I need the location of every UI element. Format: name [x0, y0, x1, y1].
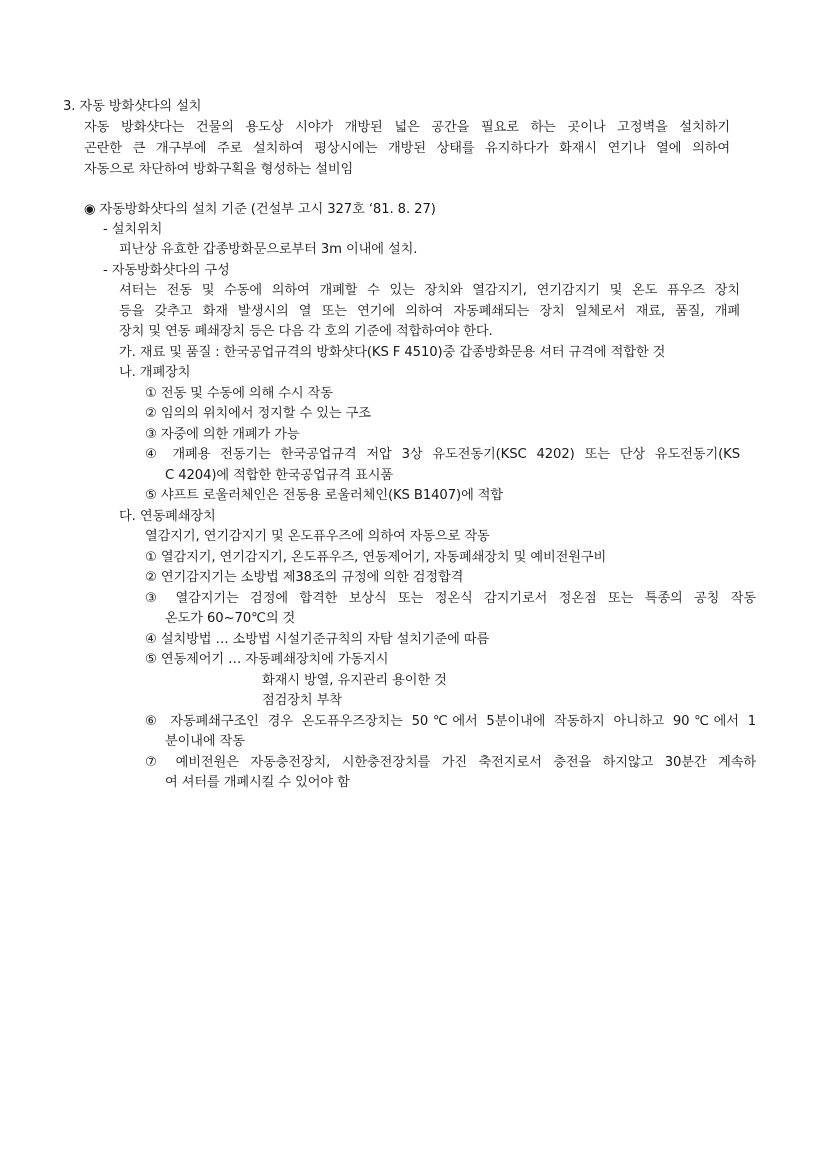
- list-item: ③ 열감지기는 검정에 합격한 보상식 또는 정온식 감지기로서 정온점 또는 특종의 공칭 작동: [145, 591, 756, 606]
- list-item: ⑥ 자동폐쇄구조인 경우 온도퓨우즈장치는 50℃에서 5분이내에 작동하지 아니하고 90℃에서 1: [145, 714, 756, 729]
- item-na-label: 나. 개폐장치: [119, 365, 191, 380]
- list-item: ⑦ 예비전원은 자동충전장치, 시한충전장치를 가진 축전지로서 충전을 하지않고 30분간 계속하: [145, 755, 756, 770]
- item-da-label: 다. 연동폐쇄장치: [119, 509, 216, 524]
- intro-line: 자동으로 차단하여 방화구획을 형성하는 설비임: [84, 162, 354, 177]
- list-item: ④ 설치방법 … 소방법 시설기준규칙의 자탐 설치기준에 따름: [145, 632, 490, 647]
- list-item-continuation: 온도가 60~70℃의 것: [165, 611, 296, 626]
- list-item: ③ 자중에 의한 개폐가 가능: [145, 427, 300, 442]
- list-item-continuation: 여 셔터를 개폐시킬 수 있어야 함: [165, 775, 350, 790]
- location-text: 피난상 유효한 갑종방화문으로부터 3m 이내에 설치.: [119, 242, 418, 257]
- list-item-continuation: 분이내에 작동: [165, 734, 245, 749]
- standard-title: ◉ 자동방화샷다의 설치 기준 (건설부 고시 327호 ‘81. 8. 27): [84, 202, 436, 217]
- list-item-continuation: 화재시 방열, 유지관리 용이한 것: [262, 673, 447, 688]
- list-item: ① 전동 및 수동에 의해 수시 작동: [145, 386, 333, 401]
- section-heading: 3. 자동 방화샷다의 설치: [63, 99, 202, 114]
- list-item-continuation: 점검장치 부착: [262, 693, 342, 708]
- list-item-continuation: C 4204)에 적합한 한국공업규격 표시품: [165, 468, 393, 483]
- list-item: ② 임의의 위치에서 정지할 수 있는 구조: [145, 406, 371, 421]
- list-item: ① 열감지기, 연기감지기, 온도퓨우즈, 연동제어기, 자동폐쇄장치 및 예비전원구비: [145, 550, 607, 565]
- list-item: ② 연기감지기는 소방법 제38조의 규정에 의한 검정합격: [145, 570, 464, 585]
- location-label: - 설치위치: [103, 222, 163, 237]
- composition-paragraph-line: 셔터는 전동 및 수동에 의하여 개폐할 수 있는 장치와 열감지기, 연기감지기 및 온도 퓨우즈 장치: [119, 283, 740, 298]
- list-item: ⑤ 샤프트 로울러체인은 전동용 로울러체인(KS B1407)에 적합: [145, 488, 504, 503]
- composition-paragraph-line: 장치 및 연동 폐쇄장치 등은 다음 각 호의 기준에 적합하여야 한다.: [119, 324, 493, 339]
- list-item: ⑤ 연동제어기 … 자동폐쇄장치에 가동지시: [145, 652, 389, 667]
- intro-line: 자동 방화샷다는 건물의 용도상 시야가 개방된 넓은 공간을 필요로 하는 곳이나 고정벽을 설치하기: [84, 120, 730, 135]
- intro-line: 곤란한 큰 개구부에 주로 설치하여 평상시에는 개방된 상태를 유지하다가 화재시 연기나 열에 의하여: [84, 141, 730, 156]
- composition-paragraph-line: 등을 갖추고 화재 발생시의 열 또는 연기에 의하여 자동폐쇄되는 장치 일체로서 재료, 품질, 개폐: [119, 304, 740, 319]
- composition-label: - 자동방화샷다의 구성: [103, 263, 230, 278]
- item-da-intro: 열감지기, 연기감지기 및 온도퓨우즈에 의하여 자동으로 작동: [145, 529, 490, 544]
- list-item: ④ 개폐용 전동기는 한국공업규격 저압 3상 유도전동기(KSC 4202) 또는 단상 유도전동기(KS: [145, 447, 740, 462]
- item-ga: 가. 재료 및 품질 : 한국공업규격의 방화샷다(KS F 4510)중 갑종방화문용 셔터 규격에 적합한 것: [119, 345, 666, 360]
